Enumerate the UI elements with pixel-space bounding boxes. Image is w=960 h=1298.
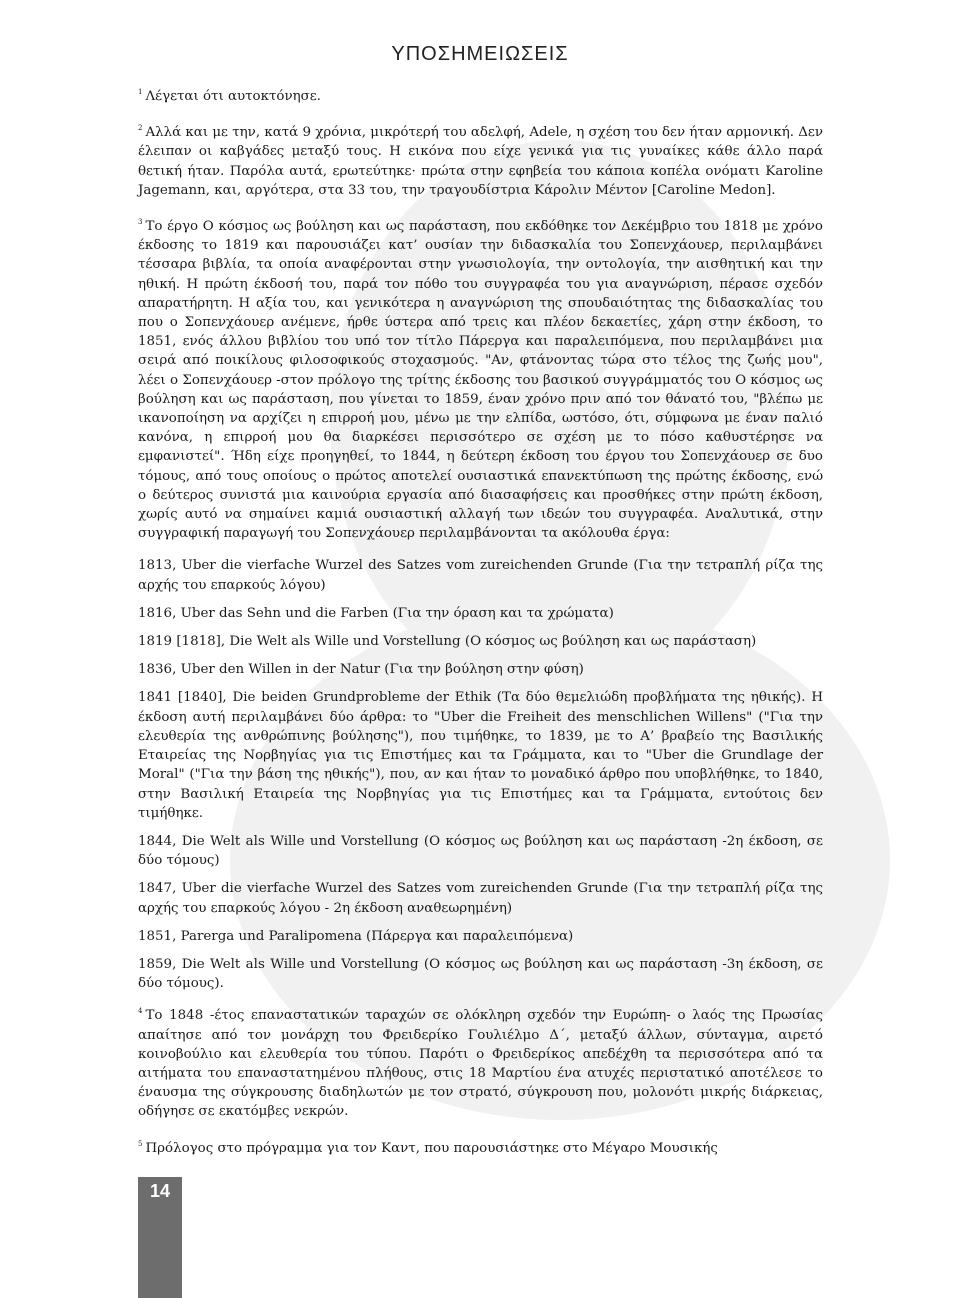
page-title: ΥΠΟΣΗΜΕΙΩΣΕΙΣ <box>391 43 569 65</box>
footnote-number: 2 <box>138 124 143 133</box>
footnote-4 <box>138 1002 823 1121</box>
footnote-number: 4 <box>138 1007 143 1016</box>
footnote-text: Αλλά και με την, κατά 9 χρόνια, μικρότερή του αδελφή, Adele, η σχέση του δεν ήταν αρμονική. Δεν έλειπαν οι καβγάδες μεταξύ τους. Η εικόνα που είχε γενικά για τις γυναίκες κάθε άλλο παρά θετική ήταν. Παρόλα αυτά, ερωτεύτηκε· πρώτα στην εφηβεία του κάποια κοπέλα ονόματι Karoline Jagemann, και, αργότερα, στα 33 του, την τραγουδίστρια Κάρολιν Μέντον [Caroline Medon]. <box>138 125 823 198</box>
footnote-text: Το 1848 -έτος επαναστατικών ταραχών σε ολόκληρη σχεδόν την Ευρώπη- ο λαός της Πρωσίας απαίτησε από τον μονάρχη του Φρειδερίκο Γουλιέλμο Δ΄, μεταξύ άλλων, σύνταγμα, αιρετό κοινοβούλιο και ελευθερία του τύπου. Παρότι ο Φρειδερίκος απεδέχθη τα περισσότερα από τα αιτήματα του επαναστατημένου πλήθους, στις 18 Μαρτίου ένα ατυχές περιστατικό αποτέλεσε το έναυσμα της σύγκρουσης διαδηλωτών με τον στρατό, σύγκρουση που, μολονότι μικρής διάρκειας, οδήγησε σε εκατόμβες νεκρών. <box>138 1008 823 1120</box>
footnote-number: 5 <box>138 1139 143 1148</box>
works-list-item: 1816, Uber das Sehn und die Farben (Για την όραση και τα χρώματα) <box>138 605 614 621</box>
footnote-text: Το έργο Ο κόσμος ως βούληση και ως παράσταση, που εκδόθηκε τον Δεκέμβριο του 1818 με χρόνο έκδοσης το 1819 και παρουσιάζει κατ’ ουσίαν την διδασκαλία του Σοπενχάουερ, περιλαμβάνει τέσσαρα βιβλία, τα οποία αναφέρονται στην γνωσιολογία, την οντολογία, την αισθητική και την ηθική. Η πρώτη έκδοσή του, παρά τον πόθο του συγγραφέα του για αναγνώριση, πέρασε σχεδόν απαρατήρητη. Η αξία του, και γενικότερα η αναγνώριση της σπουδαιότητας της διδασκαλίας του που ο Σοπενχάουερ ανέμενε, ήρθε ύστερα από τρεις και πλέον δεκαετίες, χάρη στην έκδοση, το 1851, ενός άλλου βιβλίου του υπό τον τίτλο Πάρεργα και παραλειπόμενα, που περιλαμβάνει μια σειρά από ποικίλους φιλοσοφικούς στοχασμούς. "Αν, φτάνοντας τώρα στο τέλος της ζωής μου", λέει ο Σοπενχάουερ -στον πρόλογο της τρίτης έκδοσης του βασικού συγγράμματός του Ο κόσμος ως βούληση και ως παράσταση, που γίνεται το 1859, έναν χρόνο πριν από τον θάνατό του, "βλέπω με ικανοποίηση να αρχίζει η επιρροή μου, μένω με την ελπίδα, ωστόσο, ότι, σύμφωνα με έναν παλιό κανόνα, η επιρροή μου θα διαρκέσει περισσότερο σε σχέση με το πόσο καθυστέρησε να εμφανιστεί". Ήδη είχε προηγηθεί, το 1844, η δεύτερη έκδοση του έργου του Σοπενχάουερ σε δυο τόμους, από τους οποίους ο πρώτος αποτελεί ουσιαστικά επανεκτύπωση της πρώτης έκδοσης, ενώ ο δεύτερος συνιστά μια καινούρια εργασία από διασαφήσεις και προσθήκες στην πρώτη έκδοση, χωρίς αυτό να σημαίνει καμιά ουσιαστική αλλαγή των ιδεών του συγγραφέα. Αναλυτικά, στην συγγραφική παραγωγή του Σοπενχάουερ περιλαμβάνονται τα ακόλουθα έργα: <box>138 219 823 542</box>
works-list-item: 1851, Parerga und Paralipomena (Πάρεργα και παραλειπόμενα) <box>138 928 574 944</box>
works-list-item: 1819 [1818], Die Welt als Wille und Vorstellung (Ο κόσμος ως βούληση και ως παράσταση) <box>138 634 757 650</box>
works-list-item: 1841 [1840], Die beiden Grundprobleme der Ethik (Τα δύο θεμελιώδη προβλήματα της ηθικής). Η έκδοση αυτή περιλαμβάνει δύο άρθρα: το "Uber die Freiheit des menschlichen Willens" ("Για την ελευθερία της ανθρώπινης βούλησης"), που τιμήθηκε, το 1839, με το Α’ βραβείο της Βασιλικής Εταιρείας της Νορβηγίας για τις Επιστήμες και τα Γράμματα, και το "Uber die Grundlage der Moral" ("Για την βάση της ηθικής"), που, αν και ήταν το μοναδικό άρθρο που υποβλήθηκε, το 1840, στην Βασιλική Εταιρεία της Νορβηγίας για τις Επιστήμες και τα Γράμματα, εντούτοις δεν τιμήθηκε. <box>138 690 823 821</box>
works-list-item: 1859, Die Welt als Wille und Vorstellung (Ο κόσμος ως βούληση και ως παράσταση -3η έκδοση, σε δύο τόμους). <box>138 956 823 992</box>
footnote-2 <box>138 119 823 200</box>
footnotes-body <box>138 83 823 1171</box>
page-number: 14 <box>149 1181 171 1201</box>
works-list-item: 1836, Uber den Willen in der Natur (Για την βούληση στην φύση) <box>138 662 584 678</box>
page-number-tab <box>138 1177 182 1298</box>
footnote-3 <box>138 213 823 543</box>
footnote-1 <box>138 83 823 106</box>
footnote-text: Λέγεται ότι αυτοκτόνησε. <box>145 89 321 104</box>
works-list-item: 1847, Uber die vierfache Wurzel des Satzes vom zureichenden Grunde (Για την τετραπλή ρίζα της αρχής του επαρκούς λόγου - 2η έκδοση αναθεωρημένη) <box>138 881 823 916</box>
footnote-text: Πρόλογος στο πρόγραμμα για τον Καντ, που παρουσιάστηκε στο Μέγαρο Μουσικής <box>145 1140 718 1156</box>
footnote-5 <box>138 1135 823 1158</box>
works-list-item: 1844, Die Welt als Wille und Vorstellung (Ο κόσμος ως βούληση και ως παράσταση -2η έκδοση, σε δύο τόμους) <box>138 833 823 869</box>
works-list-item: 1813, Uber die vierfache Wurzel des Satzes vom zureichenden Grunde (Για την τετραπλή ρίζα της αρχής του επαρκούς λόγου) <box>138 558 823 593</box>
footnote-number: 3 <box>138 218 143 227</box>
footnote-number: 1 <box>138 88 143 96</box>
